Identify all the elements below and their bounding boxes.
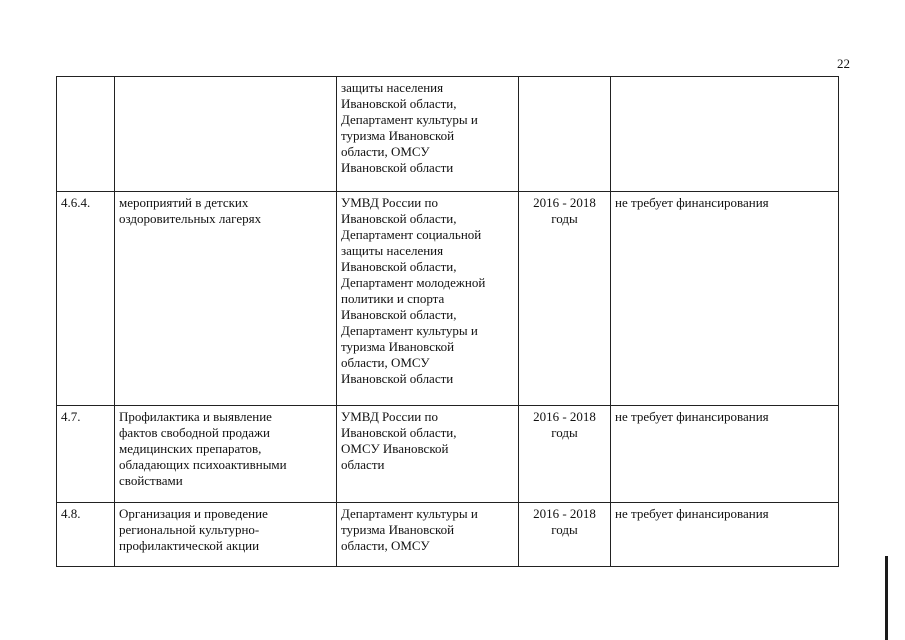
financing: не требует финансирования bbox=[611, 406, 839, 503]
term-unit: годы bbox=[551, 522, 578, 537]
executor-line: политики и спорта bbox=[341, 291, 445, 306]
executor-line: Ивановской области, bbox=[341, 425, 457, 440]
executor-line: Ивановской области, bbox=[341, 307, 457, 322]
scan-edge-mark bbox=[885, 556, 888, 640]
financing bbox=[611, 77, 839, 192]
table-row bbox=[57, 503, 839, 567]
event-description bbox=[115, 503, 337, 567]
executor-line: Департамент социальной bbox=[341, 227, 482, 242]
event-description bbox=[115, 406, 337, 503]
event-line: фактов свободной продажи bbox=[119, 425, 270, 440]
event-line: Профилактика и выявление bbox=[119, 409, 272, 424]
financing: не требует финансирования bbox=[611, 503, 839, 567]
executor-line: Департамент культуры и bbox=[341, 323, 478, 338]
executor-line: Ивановской области, bbox=[341, 96, 457, 111]
executor-line: защиты населения bbox=[341, 243, 444, 258]
term-years: 2016 - 2018 bbox=[533, 506, 596, 521]
term bbox=[519, 192, 611, 406]
executors bbox=[337, 406, 519, 503]
executor-line: области, ОМСУ bbox=[341, 144, 430, 159]
executor-line: Ивановской области bbox=[341, 371, 454, 386]
table-row bbox=[57, 192, 839, 406]
activities-table bbox=[56, 76, 839, 567]
executor-line: ОМСУ Ивановской bbox=[341, 441, 449, 456]
event-line: профилактической акции bbox=[119, 538, 260, 553]
term bbox=[519, 406, 611, 503]
executor-line: УМВД России по bbox=[341, 409, 438, 424]
executor-line: области bbox=[341, 457, 385, 472]
executor-line: туризма Ивановской bbox=[341, 522, 455, 537]
executors bbox=[337, 77, 519, 192]
item-number: 4.6.4. bbox=[57, 192, 115, 406]
event-line: свойствами bbox=[119, 473, 183, 488]
term-unit: годы bbox=[551, 211, 578, 226]
event-line: региональной культурно- bbox=[119, 522, 260, 537]
executor-line: туризма Ивановской bbox=[341, 339, 455, 354]
executor-line: Департамент молодежной bbox=[341, 275, 486, 290]
financing: не требует финансирования bbox=[611, 192, 839, 406]
executor-line: Ивановской области, bbox=[341, 211, 457, 226]
executor-line: области, ОМСУ bbox=[341, 355, 430, 370]
executor-line: защиты населения bbox=[341, 80, 444, 95]
executor-line: Департамент культуры и bbox=[341, 112, 478, 127]
executor-line: Департамент культуры и bbox=[341, 506, 478, 521]
executor-line: области, ОМСУ bbox=[341, 538, 430, 553]
term-years: 2016 - 2018 bbox=[533, 409, 596, 424]
term-unit: годы bbox=[551, 425, 578, 440]
executor-line: УМВД России по bbox=[341, 195, 438, 210]
executors bbox=[337, 192, 519, 406]
event-description bbox=[115, 77, 337, 192]
item-number bbox=[57, 77, 115, 192]
event-line: обладающих психоактивными bbox=[119, 457, 287, 472]
event-line: медицинских препаратов, bbox=[119, 441, 262, 456]
event-line: оздоровительных лагерях bbox=[119, 211, 262, 226]
term bbox=[519, 503, 611, 567]
executor-line: Ивановской области bbox=[341, 160, 454, 175]
executor-line: Ивановской области, bbox=[341, 259, 457, 274]
term-years: 2016 - 2018 bbox=[533, 195, 596, 210]
page-number: 22 bbox=[837, 56, 850, 71]
table-row bbox=[57, 77, 839, 192]
item-number: 4.8. bbox=[57, 503, 115, 567]
event-description bbox=[115, 192, 337, 406]
item-number: 4.7. bbox=[57, 406, 115, 503]
event-line: мероприятий в детских bbox=[119, 195, 249, 210]
term bbox=[519, 77, 611, 192]
executor-line: туризма Ивановской bbox=[341, 128, 455, 143]
executors bbox=[337, 503, 519, 567]
table-row bbox=[57, 406, 839, 503]
event-line: Организация и проведение bbox=[119, 506, 268, 521]
